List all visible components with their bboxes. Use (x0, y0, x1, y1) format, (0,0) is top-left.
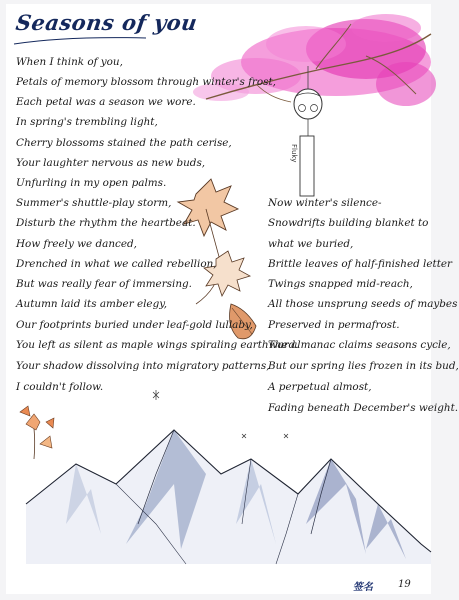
autumn-branch-illustration (20, 406, 54, 459)
poem-line: Cherry blossoms stained the path cerise, (16, 137, 232, 149)
page-number: 19 (398, 579, 411, 590)
author-signature: 签名 (352, 582, 375, 593)
poem-line: In spring's trembling light, (16, 116, 158, 128)
poem-line: Each petal was a season we wore. (16, 96, 196, 108)
poem-line: Brittle leaves of half-finished letter (268, 258, 452, 270)
poem-line: Our footprints buried under leaf-gold lullaby, (16, 319, 253, 331)
poem-line: Fading beneath December's weight. (268, 402, 459, 414)
poem-line: You left as silent as maple wings spiraling earthward. (16, 339, 299, 351)
poem-line: Your shadow dissolving into migratory patterns, (16, 360, 270, 372)
poem-line: I couldn't follow. (16, 381, 104, 393)
poem-line: But was really fear of immersing. (16, 278, 192, 290)
poem-page (6, 4, 459, 594)
poem-line: Disturb the rhythm the heartbeat. (16, 217, 196, 229)
poem-line: Twings snapped mid-reach, (268, 278, 413, 290)
poem-line: When I think of you, (16, 56, 123, 68)
poem-line: But our spring lies frozen in its bud, (268, 360, 459, 372)
poem-line: How freely we danced, (16, 238, 137, 250)
title-swash (14, 38, 146, 44)
poem-line: Now winter's silence- (268, 197, 382, 209)
poem-line: Petals of memory blossom through winter's frost, (16, 76, 276, 88)
poem-line: Your laughter nervous as new buds, (16, 157, 206, 169)
mountain-range-illustration (26, 430, 431, 564)
chime-tag-text: Fluky (290, 144, 298, 163)
poem-line: what we buried, (268, 238, 354, 250)
poem-line: Snowdrifts building blanket to (268, 217, 429, 229)
poem-line: All those unsprung seeds of maybes (268, 298, 458, 310)
poem-line: Autumn laid its amber elegy, (16, 298, 168, 310)
poem-line: Summer's shuttle-play storm, (16, 197, 172, 209)
poem-line: A perpetual almost, (268, 381, 372, 393)
poem-line: Preserved in permafrost. (268, 319, 400, 331)
poem-title: Seasons of you (14, 10, 199, 35)
poem-line: Drenched in what we called rebellion, (16, 258, 217, 270)
poem-line: The almanac claims seasons cycle, (268, 339, 451, 351)
poem-line: Unfurling in my open palms. (16, 177, 167, 189)
